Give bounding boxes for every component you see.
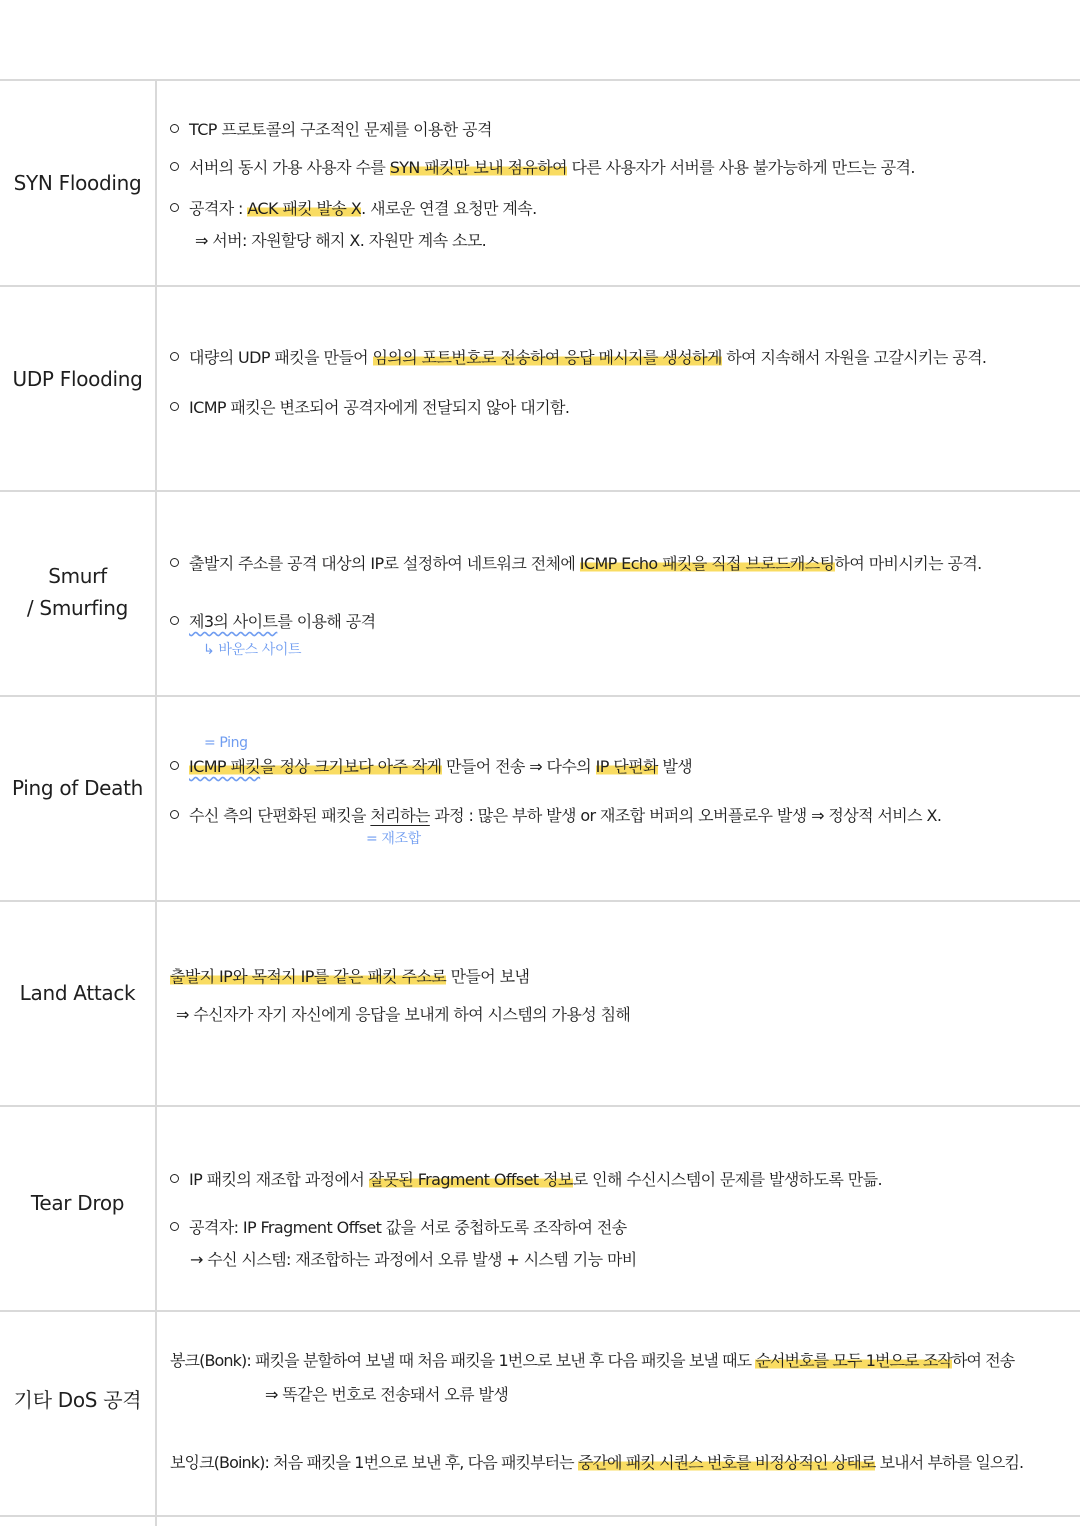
line-text: 공격자: IP Fragment Offset 값을 서로 중첩하도록 조작하여 전송 (189, 1218, 627, 1237)
bullet-line (170, 754, 692, 777)
line-text: ICMP 패킷은 변조되어 공격자에게 전달되지 않아 대기함. (189, 398, 570, 417)
highlighted-text: 중간에 패킷 시퀀스 번호를 비정상적인 상태로 (577, 1453, 876, 1472)
row-other-dos (0, 1312, 1080, 1515)
bullet-line (170, 155, 915, 178)
bullet-icon (170, 352, 179, 361)
bullet-line (170, 117, 492, 140)
bullet-line (170, 803, 941, 826)
line-text: IP 패킷의 재조합 과정에서 (189, 1170, 369, 1189)
text-line (170, 964, 529, 987)
bullet-icon (170, 162, 179, 171)
label-text: / Smurfing (26, 596, 129, 620)
row-ping-of-death (0, 697, 1080, 900)
bullet-icon (170, 616, 179, 625)
highlighted-text: ICMP Echo 패킷을 직접 브로드캐스팅 (579, 554, 835, 573)
row-syn-flooding (0, 81, 1080, 285)
label-text: SYN Flooding (13, 171, 142, 195)
line-text: 를 이용해 공격 (277, 612, 376, 631)
line-text: 수신 측의 단편화된 패킷을 (189, 806, 371, 825)
line-text: 서버의 동시 가용 사용자 수를 (189, 158, 390, 177)
text-line (170, 1348, 1014, 1371)
label-text: Land Attack (19, 981, 136, 1005)
highlighted-text: 순서번호를 모두 1번으로 조작 (755, 1351, 952, 1370)
row-label (0, 1312, 155, 1488)
highlighted-text: 정상 크기보다 아주 작게 (279, 757, 442, 776)
bullet-line (170, 196, 537, 219)
bullet-icon (170, 558, 179, 567)
row-label (0, 287, 155, 470)
line-text: 발생 (657, 757, 693, 776)
label-text: UDP Flooding (12, 366, 143, 391)
line-text: . 새로운 연결 요청만 계속. (361, 199, 537, 218)
bullet-icon (170, 1222, 179, 1231)
bullet-icon (170, 761, 179, 770)
sub-line (195, 228, 486, 251)
highlighted-text: 잘못된 Fragment Offset 정보 (368, 1170, 573, 1189)
highlighted-text: 을 (260, 757, 280, 776)
highlighted-text: IP 단편화 (595, 757, 658, 776)
line-text: 과정 : 많은 부하 발생 or 재조합 버퍼의 오버플로우 발생 ⇒ 정상적 서비스 X. (429, 806, 942, 825)
line-text: 하여 지속해서 자원을 고갈시키는 공격. (721, 348, 987, 367)
line-text: ⇒ 수신자가 자기 자신에게 응답을 보내게 하여 시스템의 가용성 침해 (176, 1005, 631, 1024)
row-smurf (0, 492, 1080, 695)
annotation-note: = 재조합 (366, 831, 421, 847)
bullet-line (170, 1167, 882, 1190)
annotation-note: = Ping (204, 735, 248, 751)
line-text: ⇒ 똑같은 번호로 전송돼서 오류 발생 (265, 1385, 509, 1404)
row-land-attack (0, 902, 1080, 1105)
highlighted-text: ACK 패킷 발송 X (247, 199, 362, 218)
bullet-icon (170, 1174, 179, 1183)
line-text: 하여 마비시키는 공격. (834, 554, 982, 573)
highlighted-text: ICMP 패킷 (189, 757, 261, 776)
line-text: 만들어 전송 ⇒ 다수의 (441, 757, 596, 776)
bullet-line (170, 395, 569, 418)
highlighted-text: 임의의 포트번호로 전송하여 응답 메시지를 생성하게 (372, 348, 722, 367)
row-label (0, 81, 155, 285)
wavy-underlined-text: 제3의 사이트 (189, 612, 278, 631)
line-text: 보잉크(Boink): 처음 패킷을 1번으로 보낸 후, 다음 패킷부터는 (170, 1453, 578, 1472)
bullet-icon (170, 810, 179, 819)
line-text: 만들어 보냄 (446, 967, 530, 986)
line-text: 보내서 부하를 일으킴. (875, 1453, 1024, 1472)
line-text: 봉크(Bonk): 패킷을 분할하여 보낼 때 처음 패킷을 1번으로 보낸 후 다음 패킷을 보낼 때도 (170, 1351, 756, 1370)
underlined-text: 처리하는 (370, 806, 430, 825)
line-text: 로 인해 수신시스템이 문제를 발생하도록 만듦. (572, 1170, 882, 1189)
line-text: → 수신 시스템: 재조합하는 과정에서 오류 발생 + 시스템 기능 마비 (190, 1250, 637, 1269)
text-line (176, 1002, 630, 1025)
bullet-line (170, 551, 982, 574)
row-label (0, 902, 155, 1084)
label-text: Smurf (48, 564, 107, 588)
bullet-line (170, 609, 375, 632)
label-text: 기타 DoS 공격 (13, 1388, 142, 1412)
line-text: TCP 프로토콜의 구조적인 문제를 이용한 공격 (189, 120, 492, 139)
highlighted-text: SYN 패킷만 보내 점유하여 (389, 158, 567, 177)
line-text: 공격자 : (189, 199, 248, 218)
line-text: 출발지 주소를 공격 대상의 IP로 설정하여 네트워크 전체에 (189, 554, 580, 573)
highlighted-text: 출발지 IP와 목적지 IP를 같은 패킷 주소로 (170, 967, 447, 986)
row-label (0, 492, 155, 692)
sub-line (190, 1247, 637, 1270)
row-divider (0, 1515, 1080, 1517)
bullet-icon (170, 203, 179, 212)
row-tear-drop (0, 1107, 1080, 1310)
bullet-line (170, 1215, 627, 1238)
annotation-note: ↳ 바운스 사이트 (203, 642, 302, 658)
label-text: Tear Drop (30, 1191, 125, 1215)
line-text: ⇒ 서버: 자원할당 해지 X. 자원만 계속 소모. (195, 231, 487, 250)
sub-line (265, 1382, 508, 1405)
label-text: Ping of Death (11, 776, 144, 800)
bullet-icon (170, 124, 179, 133)
bullet-icon (170, 402, 179, 411)
bullet-line (170, 345, 986, 368)
row-label (0, 697, 155, 879)
row-udp-flooding (0, 287, 1080, 490)
text-line (170, 1450, 1023, 1473)
line-text: 대량의 UDP 패킷을 만들어 (189, 348, 373, 367)
row-label (0, 1107, 155, 1299)
line-text: 다른 사용자가 서버를 사용 불가능하게 만드는 공격. (566, 158, 915, 177)
line-text: 하여 전송 (951, 1351, 1015, 1370)
